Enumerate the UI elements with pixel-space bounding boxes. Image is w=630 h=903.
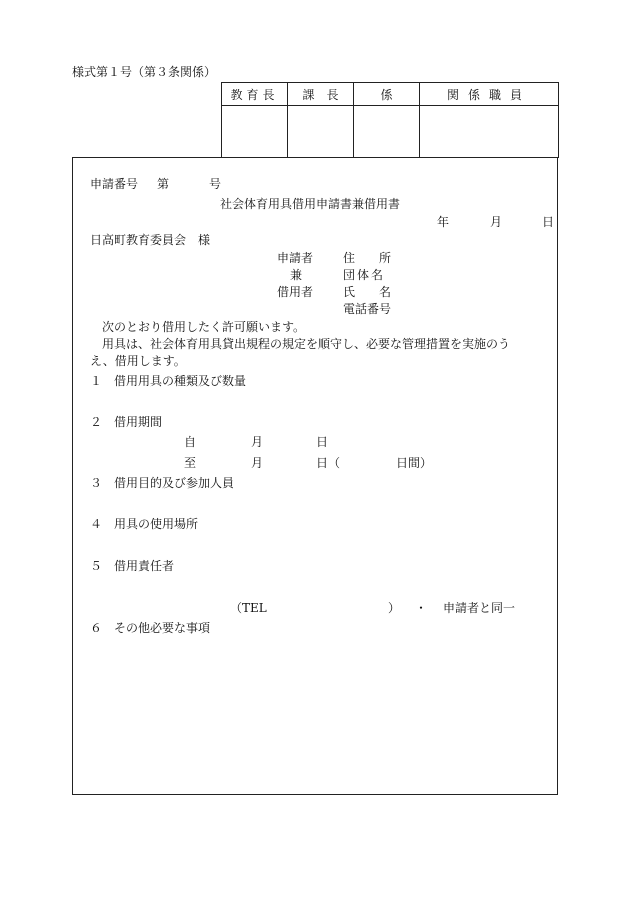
field-address-label: 住 所 bbox=[343, 251, 392, 265]
period-to-label: 至 bbox=[184, 456, 197, 470]
period-from-label: 自 bbox=[184, 435, 197, 449]
document-title: 社会体育用具借用申請書兼借用書 bbox=[220, 197, 401, 211]
intro-text: 次のとおり借用したく許可願います。 bbox=[102, 320, 306, 334]
section-5-responsible: ５ 借用責任者 bbox=[90, 559, 175, 573]
same-as-applicant[interactable]: 申請者と同一 bbox=[443, 601, 516, 615]
section-3-purpose: ３ 借用目的及び参加人員 bbox=[90, 476, 235, 490]
period-days-count: 日間） bbox=[396, 456, 433, 470]
stamp-cell-section-chief[interactable] bbox=[288, 106, 354, 158]
period-from-month: 月 bbox=[251, 435, 264, 449]
period-from-day: 日 bbox=[316, 435, 329, 449]
header-section-chief: 課 長 bbox=[288, 83, 354, 106]
section-6-other: ６ その他必要な事項 bbox=[90, 621, 211, 635]
applicant-role-2: 兼 bbox=[290, 268, 303, 282]
approval-stamp-table bbox=[221, 82, 559, 158]
section-2-period: ２ 借用期間 bbox=[90, 415, 163, 429]
application-number-suffix: 号 bbox=[209, 177, 222, 191]
pledge-line-2: え、借用します。 bbox=[90, 354, 186, 368]
pledge-line-1: 用具は、社会体育用具貸出規程の規定を順守し、必要な管理措置を実施のう bbox=[102, 337, 511, 351]
addressee: 日高町教育委員会 様 bbox=[90, 233, 211, 247]
application-number-label: 申請番号 bbox=[90, 177, 139, 191]
stamp-cell-related-staff[interactable] bbox=[420, 106, 559, 158]
period-to-day: 日（ bbox=[316, 456, 341, 470]
header-related-staff: 関係職員 bbox=[420, 83, 559, 106]
field-name-label: 氏 名 bbox=[343, 285, 392, 299]
header-staff: 係 bbox=[354, 83, 420, 106]
bullet: ・ bbox=[415, 601, 428, 615]
application-number-prefix: 第 bbox=[157, 177, 170, 191]
stamp-cell-staff[interactable] bbox=[354, 106, 420, 158]
tel-close: ） bbox=[388, 601, 401, 615]
date-day: 日 bbox=[542, 215, 555, 229]
header-superintendent: 教育長 bbox=[222, 83, 288, 106]
stamp-cell-superintendent[interactable] bbox=[222, 106, 288, 158]
field-group-label: 団体名 bbox=[343, 268, 386, 282]
date-month: 月 bbox=[490, 215, 503, 229]
date-year: 年 bbox=[437, 215, 450, 229]
period-to-month: 月 bbox=[251, 456, 264, 470]
section-4-location: ４ 用具の使用場所 bbox=[90, 517, 199, 531]
form-number: 様式第１号（第３条関係） bbox=[72, 65, 217, 79]
applicant-role-1: 申請者 bbox=[277, 251, 314, 265]
section-1-items: １ 借用用具の種類及び数量 bbox=[90, 374, 247, 388]
tel-open: （TEL bbox=[230, 601, 267, 615]
field-phone-label: 電話番号 bbox=[343, 302, 392, 316]
applicant-role-3: 借用者 bbox=[277, 285, 314, 299]
